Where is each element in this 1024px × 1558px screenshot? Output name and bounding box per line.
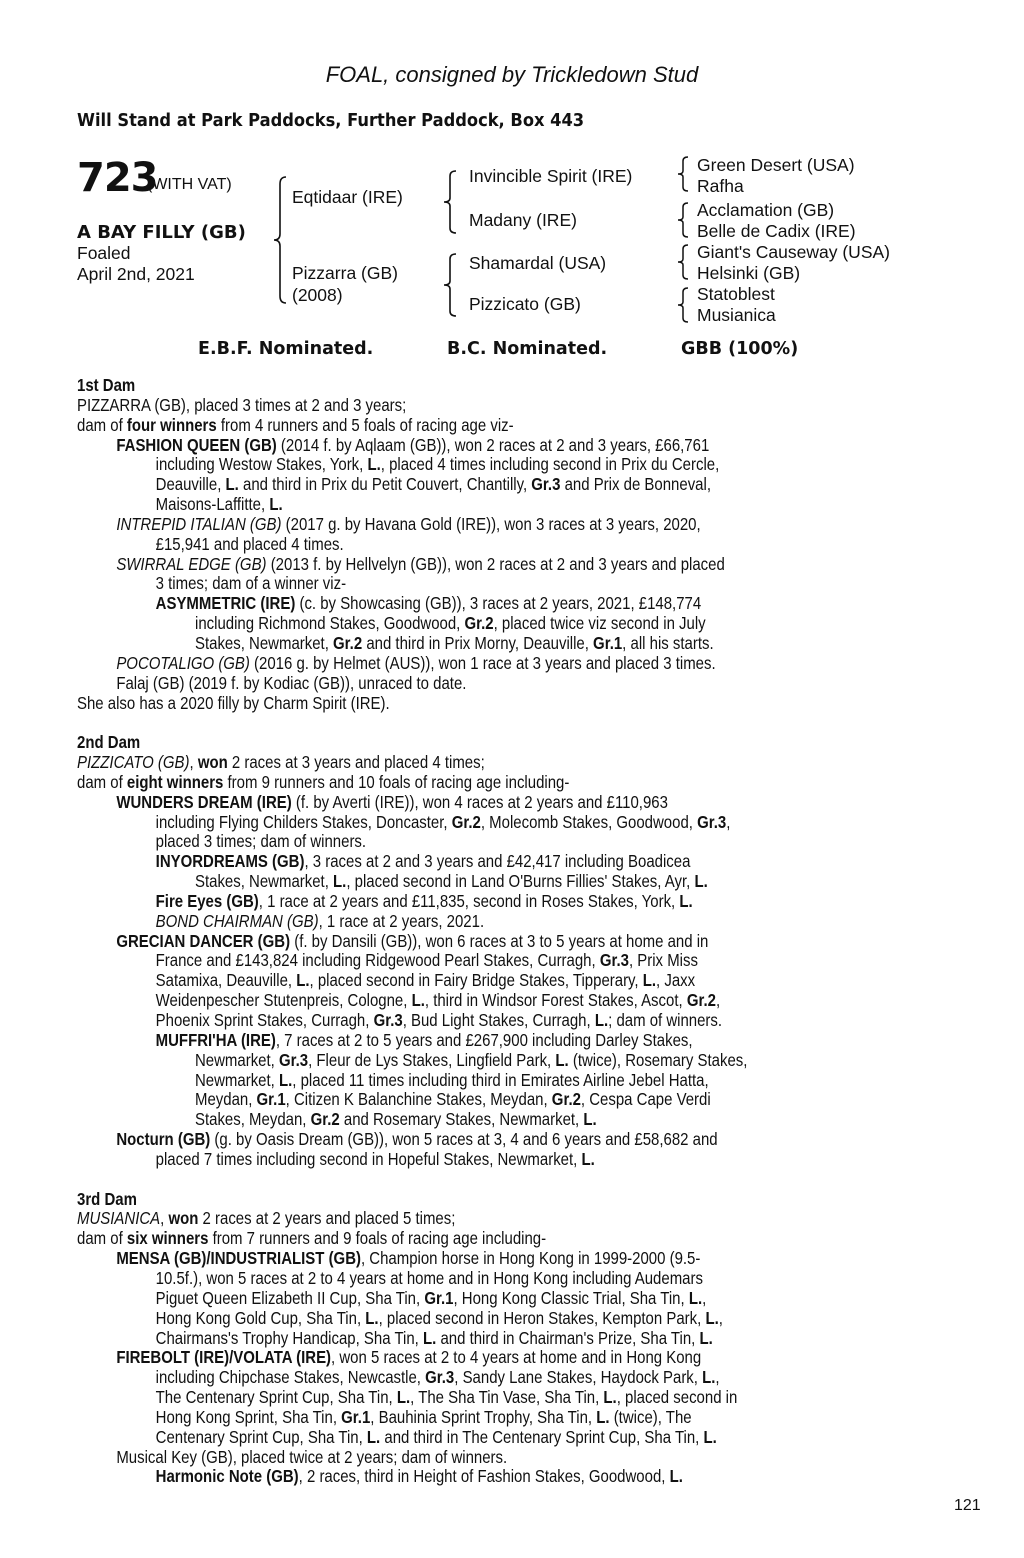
pedigree-text-line (77, 951, 898, 971)
text-run: , Bauhinia Sprint Trophy, Sha Tin, (370, 1406, 597, 1427)
text-run: Musical Key (GB), placed twice at 2 years; dam of winners. (116, 1446, 508, 1467)
pedigree-text-line (77, 1388, 898, 1408)
ebf-nomination: E.B.F. Nominated. (198, 339, 374, 359)
page-title: FOAL, consigned by Trickledown Stud (325, 62, 699, 87)
text-run: , Fleur de Lys Stakes, Lingfield Park, (308, 1049, 556, 1070)
text-run: (twice), The (609, 1406, 692, 1427)
text-run: , Champion horse in Hong Kong in 1999-2000 (9.5- (360, 1248, 701, 1269)
vat-note: (WITH VAT) (147, 176, 232, 193)
text-run: placed 7 times including second in Hopeful Stakes, Newmarket, (155, 1148, 582, 1169)
pedigree-text-line (77, 594, 898, 614)
pedigree-text-line (77, 614, 898, 634)
bold-text: L. (269, 494, 283, 515)
bold-text: L. (581, 1148, 595, 1169)
bold-text: L. (703, 1426, 717, 1447)
bold-text: L. (366, 1426, 381, 1447)
bold-text: Gr.1 (256, 1089, 286, 1110)
pedigree-text-line (77, 1467, 898, 1487)
text-run: , (715, 1367, 720, 1388)
bold-text: Gr.1 (593, 632, 623, 653)
dam-section-heading: 2nd Dam (77, 732, 141, 753)
pedigree-text-line (77, 1031, 898, 1051)
text-run: , third in Windsor Forest Stakes, Ascot, (424, 990, 687, 1011)
text-run: Stakes, Newmarket, (194, 632, 334, 653)
pedigree-g3-ancestor: Statoblest (697, 284, 775, 304)
pedigree-text-line (77, 912, 898, 932)
pedigree-g3-ancestor: Belle de Cadix (IRE) (697, 221, 856, 241)
bold-text: GRECIAN DANCER (GB) (116, 930, 291, 951)
text-run: , placed 4 times including second in Prix du Cercle, (380, 454, 720, 475)
text-run: , won 5 races at 2 to 4 years at home and in Hong Kong (331, 1347, 702, 1368)
brace-g3-2 (676, 202, 690, 238)
bold-text: WUNDERS DREAM (IRE) (116, 791, 292, 812)
bold-text: Gr.2 (310, 1109, 340, 1130)
pedigree-sire: Eqtidaar (IRE) (292, 187, 403, 207)
italic-text: PIZZICATO (GB) (77, 752, 190, 773)
text-run: , The Sha Tin Vase, Sha Tin, (410, 1387, 604, 1408)
pedigree-text-line (77, 495, 898, 515)
text-run: 2 races at 2 years and placed 5 times; (198, 1208, 456, 1229)
text-run: , placed second in Fairy Bridge Stakes, Tipperary, (309, 970, 643, 991)
text-run: dam of (77, 414, 127, 435)
text-run: £15,941 and placed 4 times. (155, 533, 344, 554)
pedigree-text-line (77, 892, 898, 912)
pedigree-text-line (77, 396, 898, 416)
text-run: She also has a 2020 filly by Charm Spirit (IRE). (77, 692, 390, 713)
pedigree-text-line (77, 832, 898, 852)
pedigree-dam-sire: Shamardal (USA) (469, 253, 607, 273)
text-run: including Flying Childers Stakes, Doncaster, (155, 811, 452, 832)
text-run: Chairmans's Trophy Handicap, Sha Tin, (155, 1327, 423, 1348)
text-run: dam of (77, 1228, 127, 1249)
page-number: 121 (954, 1497, 981, 1514)
bold-text: Gr.2 (464, 613, 494, 634)
pedigree-text-line (77, 813, 898, 833)
pedigree-text-line (77, 1289, 898, 1309)
text-run: , Molecomb Stakes, Goodwood, (480, 811, 698, 832)
brace-g3-1 (676, 156, 690, 192)
text-run: including Richmond Stakes, Goodwood, (194, 613, 465, 634)
text-run: Falaj (GB) (2019 f. by Kodiac (GB)), unraced to date. (116, 672, 467, 693)
text-run: , placed second in Heron Stakes, Kempton Park, (378, 1307, 706, 1328)
pedigree-dam-year: (2008) (292, 285, 343, 305)
text-run: , (189, 752, 198, 773)
brace-g3-4 (676, 287, 690, 323)
italic-text: MUSIANICA (77, 1208, 161, 1229)
foaled-info (77, 243, 195, 285)
pedigree-text-line (77, 555, 898, 575)
pedigree-text-line (77, 1249, 898, 1269)
pedigree-text-line (77, 654, 898, 674)
text-run: The Centenary Sprint Cup, Sha Tin, (155, 1387, 397, 1408)
bold-text: L. (555, 1049, 569, 1070)
pedigree-text-line (77, 436, 898, 456)
text-run: , 3 races at 2 and 3 years and £42,417 including Boadicea (304, 851, 691, 872)
text-run: Piguet Queen Elizabeth II Cup, Sha Tin, (155, 1287, 425, 1308)
bold-text: Fire Eyes (GB) (155, 890, 259, 911)
text-run: , Cespa Cape Verdi (580, 1089, 711, 1110)
text-run: , 1 race at 2 years, 2021. (318, 910, 485, 931)
bold-text: FASHION QUEEN (GB) (116, 434, 277, 455)
text-run: Stakes, Meydan, (194, 1109, 311, 1130)
text-run: , (718, 1307, 723, 1328)
bold-text: ASYMMETRIC (IRE) (155, 593, 296, 614)
text-run: , 7 races at 2 to 5 years and £267,900 including Darley Stakes, (275, 1029, 693, 1050)
pedigree-text-line (77, 971, 898, 991)
text-run: 10.5f.), won 5 races at 2 to 4 years at home and in Hong Kong including Audemars (155, 1267, 703, 1288)
bold-text: Gr.1 (424, 1287, 454, 1308)
bold-text: L. (396, 1387, 411, 1408)
text-run: Deauville, (155, 474, 226, 495)
text-run: , placed twice viz second in July (493, 613, 706, 634)
section-gap (77, 1170, 898, 1190)
bold-text: Gr.3 (531, 474, 561, 495)
brace-dam-line (442, 253, 458, 317)
bold-text: MUFFRI'HA (IRE) (155, 1029, 276, 1050)
pedigree-text-line (77, 932, 898, 952)
pedigree-text-line (77, 674, 898, 694)
bold-text: MENSA (GB)/INDUSTRIALIST (GB) (116, 1248, 361, 1269)
gbb-status: GBB (100%) (681, 339, 799, 359)
pedigree-g3-ancestor: Giant's Causeway (USA) (697, 242, 890, 262)
foaled-date: April 2nd, 2021 (77, 264, 195, 284)
pedigree-text-line (77, 1329, 898, 1349)
bold-text: L. (596, 1406, 610, 1427)
italic-text: BOND CHAIRMAN (GB) (155, 910, 319, 931)
text-run: including Westow Stakes, York, (155, 454, 368, 475)
text-run: , all his starts. (622, 632, 714, 653)
pedigree-text-line (77, 1090, 898, 1110)
text-run: France and £143,824 including Ridgewood Pearl Stakes, Curragh, (155, 950, 600, 971)
text-run: , placed second in Land O'Burns Fillies' Stakes, Ayr, (346, 871, 695, 892)
section-gap (77, 713, 898, 733)
italic-text: SWIRRAL EDGE (GB) (116, 553, 267, 574)
italic-text: POCOTALIGO (GB) (116, 652, 250, 673)
pedigree-text-line (77, 515, 898, 535)
bold-text: Gr.3 (425, 1367, 455, 1388)
bold-text: eight winners (126, 771, 224, 792)
pedigree-text-line (77, 1071, 898, 1091)
pedigree-text-line (77, 1368, 898, 1388)
text-run: 2 races at 3 years and placed 4 times; (227, 752, 485, 773)
bc-nomination: B.C. Nominated. (447, 339, 608, 359)
bold-text: won (197, 752, 228, 773)
text-run: Newmarket, (194, 1069, 279, 1090)
bold-text: Gr.3 (599, 950, 629, 971)
pedigree-text-line (77, 694, 898, 714)
pedigree-text-line (77, 1209, 898, 1229)
pedigree-dam: Pizzarra (GB) (292, 263, 398, 283)
pedigree-text-line (77, 872, 898, 892)
brace-gen1 (272, 176, 288, 304)
text-run: Hong Kong Gold Cup, Sha Tin, (155, 1307, 366, 1328)
pedigree-text-line (77, 455, 898, 475)
text-run: , placed second in (616, 1387, 738, 1408)
bold-text: INYORDREAMS (GB) (155, 851, 305, 872)
text-run: (2014 f. by Aqlaam (GB)), won 2 races at 2 and 3 years, £66,761 (276, 434, 710, 455)
bold-text: L. (669, 1466, 683, 1487)
bold-text: Gr.2 (686, 990, 716, 1011)
pedigree-text-line (77, 852, 898, 872)
lot-number: 723 (77, 155, 158, 201)
bold-text: L. (603, 1387, 617, 1408)
pedigree-text-line (77, 1130, 898, 1150)
text-run: and third in Prix Morny, Deauville, (362, 632, 594, 653)
pedigree-sire-dam: Madany (IRE) (469, 210, 577, 230)
bold-text: L. (225, 474, 239, 495)
bold-text: L. (583, 1109, 597, 1130)
text-run: , (726, 811, 731, 832)
text-run: dam of (77, 771, 127, 792)
bold-text: L. (679, 890, 693, 911)
text-run: (2013 f. by Hellvelyn (GB)), won 2 races at 2 and 3 years and placed (266, 553, 725, 574)
bold-text: Gr.3 (697, 811, 727, 832)
bold-text: L. (278, 1069, 293, 1090)
text-run: Phoenix Sprint Stakes, Curragh, (155, 1010, 374, 1030)
bold-text: FIREBOLT (IRE)/VOLATA (IRE) (116, 1347, 332, 1368)
bold-text: L. (642, 970, 657, 991)
text-run: and Rosemary Stakes, Newmarket, (339, 1109, 584, 1130)
bold-text: L. (422, 1327, 437, 1348)
text-run: placed 3 times; dam of winners. (155, 831, 367, 852)
text-run: , Citizen K Balanchine Stakes, Meydan, (285, 1089, 552, 1110)
text-run: , placed 11 times including third in Emirates Airline Jebel Hatta, (292, 1069, 709, 1090)
text-run: Maisons-Laffitte, (155, 494, 270, 515)
text-run: Weidenpescher Stutenpreis, Cologne, (155, 990, 412, 1011)
text-run: ; dam of winners. (608, 1010, 723, 1030)
bold-text: Gr.2 (333, 632, 363, 653)
pedigree-text-line (77, 1428, 898, 1448)
pedigree-text-line (77, 1051, 898, 1071)
text-run: Stakes, Newmarket, (194, 871, 334, 892)
bold-text: L. (365, 1307, 379, 1328)
bold-text: Gr.3 (373, 1010, 403, 1030)
stand-location: Will Stand at Park Paddocks, Further Paddock, Box 443 (77, 111, 585, 131)
text-run: Newmarket, (194, 1049, 279, 1070)
text-run: (c. by Showcasing (GB)), 3 races at 2 years, 2021, £148,774 (295, 593, 702, 614)
bold-text: Gr.3 (278, 1049, 309, 1070)
text-run: Satamixa, Deauville, (155, 970, 297, 991)
pedigree-text-line (77, 1269, 898, 1289)
text-run: , Prix Miss (628, 950, 698, 971)
bold-text: Harmonic Note (GB) (155, 1466, 299, 1487)
text-run: (2016 g. by Helmet (AUS)), won 1 race at 3 years and placed 3 times. (249, 652, 716, 673)
pedigree-text-line (77, 475, 898, 495)
pedigree-text-line (77, 634, 898, 654)
pedigree-text-line (77, 535, 898, 555)
pedigree-g3-ancestor: Musianica (697, 305, 776, 325)
pedigree-text-line (77, 1309, 898, 1329)
bold-text: won (168, 1208, 199, 1229)
bold-text: L. (411, 990, 425, 1011)
bold-text: Gr.2 (451, 811, 481, 832)
text-run: 3 times; dam of a winner viz- (155, 573, 347, 594)
brace-g3-3 (676, 244, 690, 280)
pedigree-text-line (77, 1348, 898, 1368)
text-run: and Prix de Bonneval, (560, 474, 711, 495)
family-history (77, 376, 898, 1487)
text-run: , Bud Light Stakes, Curragh, (402, 1010, 595, 1030)
text-run: including Chipchase Stakes, Newcastle, (155, 1367, 426, 1388)
pedigree-dam-dam: Pizzicato (GB) (469, 294, 581, 314)
bold-text: L. (594, 1010, 609, 1030)
bold-text: L. (702, 1367, 716, 1388)
bold-text: L. (699, 1327, 713, 1348)
pedigree-text-line (77, 773, 898, 793)
text-run: , 1 race at 2 years and £11,835, second in Roses Stakes, York, (258, 890, 680, 911)
bold-text: L. (705, 1307, 719, 1328)
text-run: , Hong Kong Classic Trial, Sha Tin, (453, 1287, 689, 1308)
pedigree-text-line (77, 1229, 898, 1249)
bold-text: Gr.1 (341, 1406, 371, 1427)
pedigree-text-line (77, 1150, 898, 1170)
pedigree-text-line (77, 793, 898, 813)
italic-text: INTREPID ITALIAN (GB) (116, 513, 282, 534)
bold-text: L. (296, 970, 310, 991)
text-run: from 7 runners and 9 foals of racing age including- (208, 1228, 547, 1249)
pedigree-g3-ancestor: Helsinki (GB) (697, 263, 801, 283)
bold-text: L. (367, 454, 381, 475)
foaled-label: Foaled (77, 243, 131, 263)
bold-text: four winners (126, 414, 217, 435)
text-run: (twice), Rosemary Stakes, (568, 1049, 748, 1070)
text-run: (2017 g. by Havana Gold (IRE)), won 3 races at 3 years, 2020, (281, 513, 701, 534)
pedigree-sire-sire: Invincible Spirit (IRE) (469, 166, 633, 186)
text-run: , (715, 990, 721, 1011)
pedigree-text-line (77, 1011, 898, 1031)
pedigree-g3-ancestor: Acclamation (GB) (697, 200, 835, 220)
text-run: Meydan, (194, 1089, 257, 1110)
text-run: , Sandy Lane Stakes, Haydock Park, (454, 1367, 703, 1388)
text-run: Hong Kong Sprint, Sha Tin, (155, 1406, 342, 1427)
bold-text: L. (333, 871, 347, 892)
pedigree-text-line (77, 416, 898, 436)
text-run: Centenary Sprint Cup, Sha Tin, (155, 1426, 367, 1447)
pedigree-text-line (77, 991, 898, 1011)
pedigree-text-line (77, 1110, 898, 1130)
bold-text: six winners (126, 1228, 209, 1249)
text-run: , (160, 1208, 169, 1229)
dam-section-heading: 1st Dam (77, 375, 136, 395)
text-run: (f. by Averti (IRE)), won 4 races at 2 years and £110,963 (291, 791, 668, 812)
pedigree-text-line (77, 1408, 898, 1428)
brace-sire-line (442, 170, 458, 234)
bold-text: Gr.2 (551, 1089, 581, 1110)
pedigree-g3-ancestor: Green Desert (USA) (697, 155, 855, 175)
pedigree-text-line (77, 753, 898, 773)
bold-text: L. (694, 871, 708, 892)
text-run: and third in Chairman's Prize, Sha Tin, (436, 1327, 700, 1348)
text-run: , (702, 1287, 707, 1308)
pedigree-g3-ancestor: Rafha (697, 176, 744, 196)
dam-section-heading: 3rd Dam (77, 1188, 137, 1209)
text-run: and third in The Centenary Sprint Cup, Sha Tin, (380, 1426, 704, 1447)
text-run: from 4 runners and 5 foals of racing age viz- (216, 414, 514, 435)
pedigree-text-line (77, 1448, 898, 1468)
bold-text: L. (688, 1287, 703, 1308)
text-run: (g. by Oasis Dream (GB)), won 5 races at 3, 4 and 6 years and £58,682 and (210, 1129, 718, 1150)
text-run: PIZZARRA (GB), placed 3 times at 2 and 3 years; (77, 394, 407, 415)
pedigree-text-line (77, 574, 898, 594)
text-run: (f. by Dansili (GB)), won 6 races at 3 to 5 years at home and in (290, 930, 709, 951)
text-run: , 2 races, third in Height of Fashion Stakes, Goodwood, (298, 1466, 670, 1487)
lot-description: A BAY FILLY (GB) (77, 222, 246, 243)
text-run: from 9 runners and 10 foals of racing age including- (223, 771, 570, 792)
text-run: , Jaxx (656, 970, 696, 991)
text-run: and third in Prix du Petit Couvert, Chantilly, (238, 474, 532, 495)
bold-text: Nocturn (GB) (116, 1129, 211, 1150)
